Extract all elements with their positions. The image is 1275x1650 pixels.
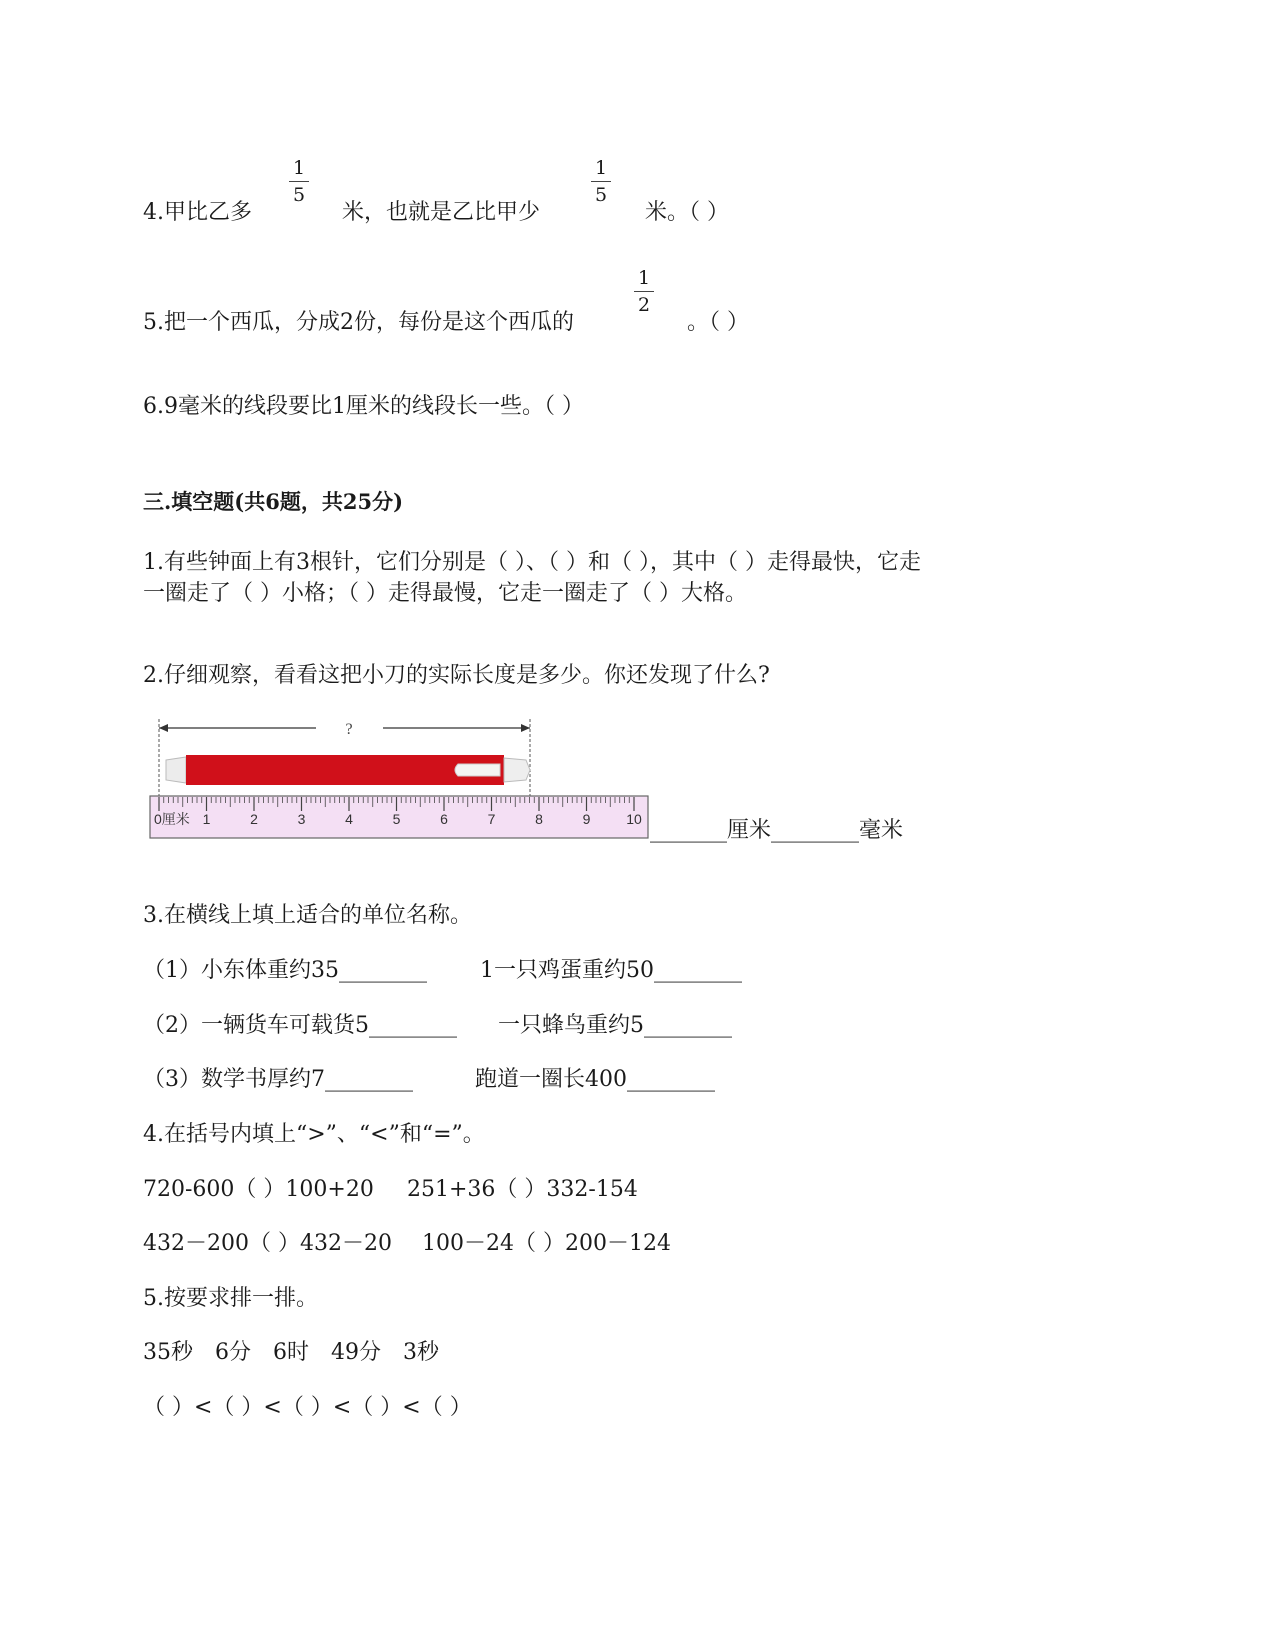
judge-q4-fraction-1 (287, 158, 311, 205)
fill-q3-row-1-right[interactable]: 1一只鸡蛋重约50________ (480, 958, 742, 983)
fraction-bar (634, 291, 654, 292)
fraction-numerator: 1 (637, 267, 651, 289)
fill-q4-row-1-left[interactable]: 720-600（ ）100+20 (143, 1177, 374, 1202)
ruler-tick-label: 3 (297, 811, 306, 827)
fill-q4-question: 4.在括号内填上“>”、“<”和“=”。 (143, 1122, 485, 1147)
ruler-tick-label: 1 (202, 811, 211, 827)
judge-q6: 6.9毫米的线段要比1厘米的线段长一些。（ ） (143, 394, 584, 419)
ruler-tick-label: 10 (626, 811, 642, 827)
fill-q3-row-2-right[interactable]: 一只蜂鸟重约5________ (498, 1013, 732, 1038)
ruler-tick-label: 2 (250, 811, 258, 827)
ruler-tick-label: 9 (582, 811, 591, 827)
fill-q3-row-3-left[interactable]: （3）数学书厚约7________ (143, 1067, 413, 1092)
judge-q5-post: 。（ ） (687, 310, 749, 335)
knife-ruler-figure (148, 714, 653, 842)
fill-q1-line1: 1.有些钟面上有3根针，它们分别是（ ）、（ ）和（ ），其中（ ）走得最快，它走 (143, 550, 921, 575)
knife-ruler-svg (148, 714, 653, 842)
fill-q5-order-blanks[interactable]: （ ）<（ ）<（ ）<（ ）<（ ） (143, 1395, 472, 1420)
judge-q5-pre: 5.把一个西瓜，分成2份，每份是这个西瓜的 (143, 310, 574, 335)
fraction-bar (591, 181, 611, 182)
ruler-unit-label: 0厘米 (154, 811, 190, 827)
judge-q5-fraction (632, 268, 656, 315)
fill-q3-question: 3.在横线上填上适合的单位名称。 (143, 903, 472, 928)
judge-q4-pre: 4.甲比乙多 (143, 200, 252, 225)
fill-q3-row-2-left[interactable]: （2）一辆货车可载货5________ (143, 1013, 457, 1038)
fill-q2-answer-blanks[interactable]: _______厘米________毫米 (650, 818, 904, 843)
fill-q4-row-1-right[interactable]: 251+36（ ）332-154 (407, 1177, 638, 1202)
fill-q1-line2: 一圈走了（ ）小格；（ ）走得最慢，它走一圈走了（ ）大格。 (143, 581, 747, 606)
judge-q4-mid: 米，也就是乙比甲少 (342, 200, 541, 225)
fill-q5-question: 5.按要求排一排。 (143, 1286, 318, 1311)
measure-question-mark: ? (345, 721, 353, 738)
section-heading: 三.填空题(共6题，共25分) (143, 489, 404, 514)
ruler-tick-label: 4 (345, 811, 353, 827)
arrowhead-left-icon (159, 724, 168, 732)
ruler-tick-label: 8 (535, 811, 543, 827)
fraction-denominator: 2 (637, 294, 651, 316)
judge-q4-post: 米。（ ） (645, 200, 729, 225)
fill-q3-row-1-left[interactable]: （1）小东体重约35________ (143, 958, 427, 983)
fraction-denominator: 5 (594, 184, 608, 206)
fill-q2-question: 2.仔细观察，看看这把小刀的实际长度是多少。你还发现了什么? (143, 663, 770, 688)
judge-q4-fraction-2 (589, 158, 613, 205)
fill-q4-row-2-left[interactable]: 432－200（ ）432－20 (143, 1231, 392, 1256)
knife-tip-left (166, 757, 186, 783)
arrowhead-right-icon (521, 724, 530, 732)
fill-q3-row-3-right[interactable]: 跑道一圈长400________ (475, 1067, 715, 1092)
knife-blade-tip (504, 758, 530, 782)
ruler-tick-label: 7 (487, 811, 496, 827)
fill-q5-items: 35秒 6分 6时 49分 3秒 (143, 1340, 439, 1365)
fraction-bar (289, 181, 309, 182)
ruler-tick-label: 5 (392, 811, 401, 827)
fill-q4-row-2-right[interactable]: 100－24（ ）200－124 (422, 1231, 671, 1256)
fraction-numerator: 1 (594, 157, 608, 179)
fraction-numerator: 1 (292, 157, 306, 179)
knife-slot (455, 764, 500, 776)
ruler-tick-label: 6 (440, 811, 448, 827)
fraction-denominator: 5 (292, 184, 306, 206)
